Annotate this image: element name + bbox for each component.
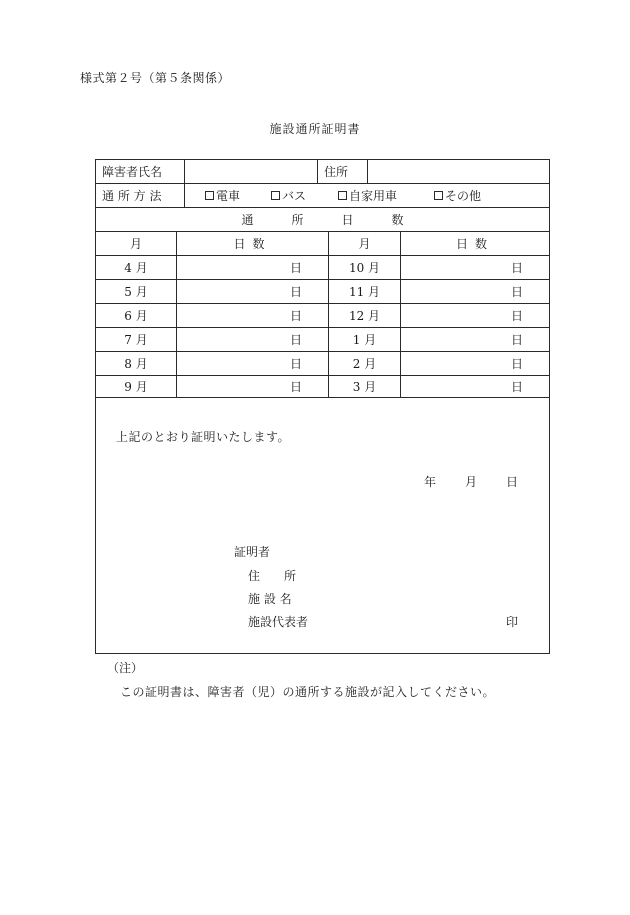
date-year-label: 年 — [424, 475, 437, 489]
month-label: 1 月 — [328, 328, 400, 351]
method-option-label: 電車 — [216, 189, 241, 203]
checkbox-icon[interactable] — [271, 191, 280, 200]
days-field[interactable]: 日 — [176, 352, 328, 375]
method-option-label: バス — [282, 189, 307, 203]
checkbox-icon[interactable] — [338, 191, 347, 200]
note-text: この証明書は、障害者（児）の通所する施設が記入してください。 — [120, 685, 496, 699]
checkbox-icon[interactable] — [434, 191, 443, 200]
method-option-train[interactable] — [205, 184, 240, 207]
name-field[interactable] — [184, 160, 317, 183]
days-field[interactable]: 日 — [176, 304, 328, 327]
month-row — [96, 352, 549, 376]
form-number: 様式第２号（第５条関係） — [80, 71, 231, 85]
certifier-address-label: 住 所 — [248, 569, 297, 583]
days-field[interactable]: 日 — [400, 376, 549, 397]
address-label: 住所 — [317, 160, 367, 183]
address-field[interactable] — [367, 160, 549, 183]
method-label: 通 所 方 法 — [102, 189, 162, 203]
days-field[interactable]: 日 — [400, 256, 549, 279]
certificate-form — [95, 159, 550, 654]
month-label: 9 月 — [124, 380, 148, 394]
days-field[interactable]: 日 — [176, 376, 328, 397]
month-row — [96, 304, 549, 328]
month-label: 7 月 — [124, 333, 148, 347]
month-label: 4 月 — [124, 261, 148, 275]
days-field[interactable]: 日 — [400, 304, 549, 327]
month-row — [96, 280, 549, 304]
month-label: 6 月 — [124, 309, 148, 323]
date-day-label: 日 — [506, 475, 519, 489]
column-header-month: 月 — [328, 232, 400, 255]
name-label: 障害者氏名 — [102, 165, 163, 179]
month-label: 5 月 — [124, 285, 148, 299]
days-field[interactable]: 日 — [176, 280, 328, 303]
month-label: 11 月 — [328, 280, 400, 303]
certifier-label: 証明者 — [234, 545, 271, 559]
month-row — [96, 256, 549, 280]
column-header-days: 日数 — [176, 232, 328, 255]
facility-name-label: 施 設 名 — [248, 592, 292, 606]
method-option-label: 自家用車 — [349, 189, 398, 203]
days-field[interactable]: 日 — [400, 352, 549, 375]
date-month-label: 月 — [465, 475, 478, 489]
month-label: 12 月 — [328, 304, 400, 327]
days-field[interactable]: 日 — [400, 328, 549, 351]
month-label: 3 月 — [328, 376, 400, 397]
document-title: 施設通所証明書 — [269, 122, 361, 136]
days-field[interactable]: 日 — [400, 280, 549, 303]
month-label: 2 月 — [328, 352, 400, 375]
days-field[interactable]: 日 — [176, 256, 328, 279]
month-row — [96, 376, 549, 398]
attendance-days-header: 通所日数 — [241, 213, 442, 227]
month-label: 10 月 — [328, 256, 400, 279]
method-option-label: その他 — [445, 189, 482, 203]
column-header-row — [96, 232, 549, 256]
facility-representative-label: 施設代表者 — [248, 615, 309, 629]
note-label: （注） — [107, 661, 144, 675]
method-options — [184, 184, 549, 207]
method-option-private-car[interactable] — [338, 184, 397, 207]
month-row — [96, 328, 549, 352]
commute-method-row — [96, 184, 549, 208]
days-field[interactable]: 日 — [176, 328, 328, 351]
month-label: 8 月 — [124, 357, 148, 371]
column-header-month: 月 — [129, 237, 142, 251]
checkbox-icon[interactable] — [205, 191, 214, 200]
name-address-row — [96, 160, 549, 184]
attendance-days-header-row — [96, 208, 549, 232]
seal-mark: 印 — [506, 615, 519, 629]
certification-section — [96, 398, 549, 653]
certification-statement: 上記のとおり証明いたします。 — [116, 430, 291, 444]
column-header-days: 日数 — [400, 232, 549, 255]
method-option-bus[interactable] — [271, 184, 306, 207]
method-option-other[interactable] — [434, 184, 481, 207]
